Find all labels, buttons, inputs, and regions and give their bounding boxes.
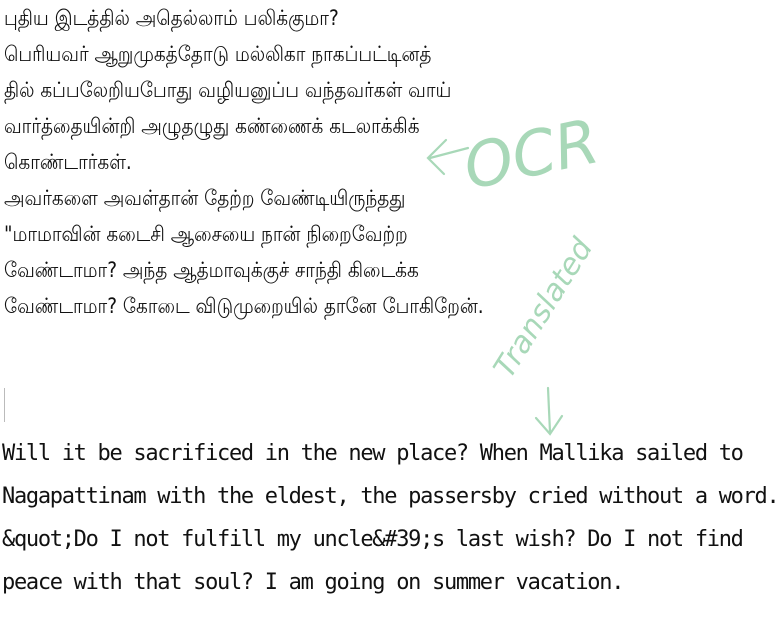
translated-label: Translated (487, 232, 601, 385)
translated-line: &quot;Do I not fulfill my uncle&#39;s last wish? Do I not find (2, 527, 743, 552)
translated-line: Nagapattinam with the eldest, the passersby cried without a word. (2, 484, 778, 509)
ocr-line: புதிய இடத்தில் அதெல்லாம் பலிக்குமா? (4, 6, 339, 30)
ocr-line: வார்த்தையின்றி அழுதழுது கண்ணைக் கடலாக்கிக் (4, 114, 420, 138)
ocr-line: கொண்டார்கள். (4, 150, 132, 174)
down-arrow-icon (536, 388, 562, 434)
ocr-line: தில் கப்பலேறியபோது வழியனுப்ப வந்தவர்கள் வாய் (4, 78, 452, 102)
ocr-line: "மாமாவின் கடைசி ஆசையை நான் நிறைவேற்ற (4, 222, 408, 246)
translated-line: peace with that soul? I am going on summer vacation. (2, 570, 624, 595)
ocr-line: பெரியவர் ஆறுமுகத்தோடு மல்லிகா நாகப்பட்டினத் (4, 42, 432, 66)
ocr-label: OCR (457, 104, 605, 204)
ocr-line: வேண்டாமா? அந்த ஆத்மாவுக்குச் சாந்தி கிடைக்க (4, 258, 419, 282)
ocr-line: வேண்டாமா? கோடை விடுமுறையில் தானே போகிறேன். (4, 294, 484, 318)
ocr-line: அவர்களை அவள்தான் தேற்ற வேண்டியிருந்தது (4, 186, 406, 210)
translated-line: Will it be sacrificed in the new place? When Mallika sailed to (2, 441, 743, 466)
